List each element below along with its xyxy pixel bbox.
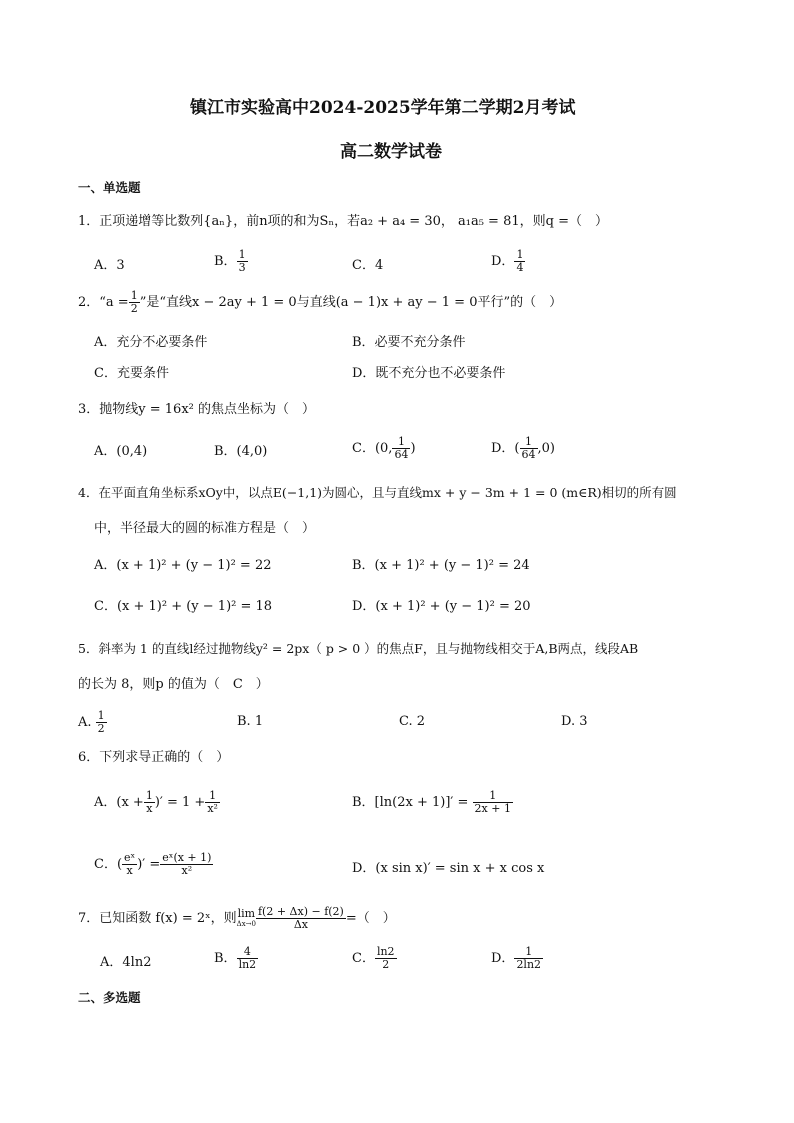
q7-option-d-label: D． (491, 951, 515, 966)
q6-option-c-prefix: C．( (94, 857, 123, 872)
fraction-numerator: eˣ(x + 1) (162, 851, 212, 864)
fraction-numerator: 1 (97, 709, 105, 722)
q7-option-c-label: C． (352, 951, 375, 966)
q6-option-a-fraction-2 (205, 790, 220, 815)
fraction-denominator: x (146, 802, 153, 815)
q7-option-b-label: B． (214, 951, 237, 966)
q6-option-b-prefix: B．[ln(2x + 1)]′ = (352, 795, 469, 810)
q1-option-d-fraction (514, 249, 525, 274)
q6-option-c (94, 852, 213, 877)
fraction-numerator: 1 (205, 790, 220, 803)
question-4-stem-line1: 4．在平面直角坐标系xOy中，以点E(−1,1)为圆心，且与直线mx + y − 3m + 1 = 0 (m∈R)相切的所有圆 (78, 485, 677, 500)
q3-option-c-prefix: C．(0, (352, 441, 393, 456)
q7-option-d-fraction (514, 946, 543, 971)
q3-option-d-suffix: ,0) (537, 441, 555, 456)
q2-stem-suffix: ”是“直线x − 2ay + 1 = 0与直线(a − 1)x + ay − 1 = 0平行”的（ ） (139, 295, 563, 310)
q1-option-b-fraction (237, 249, 248, 274)
q2-option-d: D．既不充分也不必要条件 (352, 366, 506, 381)
q4-option-b: B．(x + 1)² + (y − 1)² = 24 (352, 558, 530, 573)
q3-option-b: B．(4,0) (214, 444, 268, 459)
q7-limit (237, 908, 256, 930)
q3-option-d-fraction (520, 436, 538, 461)
q6-option-b (352, 790, 513, 815)
question-1-stem: 1．正项递增等比数列{aₙ}，前n项的和为Sₙ，若a₂ + a₄ = 30， a₁a₅ = 81，则q =（ ） (78, 214, 608, 229)
q2-option-b: B．必要不充分条件 (352, 335, 466, 350)
q7-option-d (491, 946, 543, 971)
q3-option-d (491, 436, 555, 461)
q2-stem-fraction (129, 290, 140, 315)
q4-option-d: D．(x + 1)² + (y − 1)² = 20 (352, 599, 531, 614)
q7-option-a: A．4ln2 (100, 955, 152, 970)
fraction-denominator: 2 (382, 958, 390, 971)
q4-option-a: A．(x + 1)² + (y − 1)² = 22 (94, 558, 272, 573)
q6-option-c-fraction-2 (160, 852, 213, 877)
q6-option-c-fraction-1 (122, 852, 137, 877)
q3-option-c-fraction (392, 436, 410, 461)
question-2-stem (78, 290, 562, 315)
q7-stem-suffix: =（ ） (345, 911, 396, 926)
fraction-denominator: 2ln2 (516, 958, 542, 971)
fraction-numerator: 1 (473, 790, 513, 803)
q5-option-a-label: A. (78, 715, 92, 730)
section-multiple-choice: 二、多选题 (78, 990, 141, 1005)
fraction-denominator: 2x + 1 (474, 802, 511, 815)
fraction-numerator: 4 (237, 946, 259, 959)
exam-title: 镇江市实验高中2024-2025学年第二学期2月考试 (190, 98, 576, 118)
q6-option-a (94, 790, 220, 815)
fraction-numerator: 1 (130, 289, 138, 302)
q3-option-d-prefix: D．( (491, 441, 520, 456)
q1-option-b (214, 249, 248, 274)
fraction-numerator: 1 (520, 436, 538, 449)
q7-stem-prefix: 7．已知函数 f(x) = 2ˣ，则 (78, 911, 237, 926)
q1-option-d (491, 249, 525, 274)
fraction-numerator: eˣ (124, 851, 136, 864)
fraction-denominator: x (126, 864, 133, 877)
fraction-numerator: ln2 (376, 945, 395, 958)
question-6-stem: 6．下列求导正确的（ ） (78, 750, 230, 765)
q1-option-a: A．3 (94, 258, 125, 273)
fraction-numerator: f(2 + Δx) − f(2) (257, 905, 344, 918)
q5-option-c: C. 2 (399, 714, 426, 729)
q7-option-b (214, 946, 258, 971)
q6-option-b-fraction (473, 790, 513, 815)
q1-option-b-label: B． (214, 254, 237, 269)
q1-option-d-label: D． (491, 254, 515, 269)
q7-option-b-fraction (237, 946, 259, 971)
exam-subtitle: 高二数学试卷 (340, 142, 442, 162)
question-7-stem (78, 906, 396, 931)
fraction-numerator: 1 (238, 248, 246, 261)
question-5-stem-line2: 的长为 8，则p 的值为（ C ） (78, 677, 269, 692)
fraction-denominator: Δx (293, 918, 308, 931)
q5-option-a (78, 710, 107, 735)
question-4-stem-line2: 中，半径最大的圆的标准方程是（ ） (94, 521, 316, 536)
fraction-denominator: 4 (516, 261, 524, 274)
fraction-denominator: ln2 (238, 958, 257, 971)
fraction-denominator: 3 (238, 261, 246, 274)
question-3-stem: 3．抛物线y = 16x² 的焦点坐标为（ ） (78, 402, 315, 417)
q5-option-d: D. 3 (561, 714, 588, 729)
q2-option-c: C．充要条件 (94, 366, 169, 381)
fraction-denominator: x² (181, 864, 193, 877)
q6-option-a-fraction-1 (144, 790, 155, 815)
q3-option-c (352, 436, 416, 461)
fraction-denominator: 2 (97, 722, 105, 735)
q7-option-c-fraction (375, 946, 397, 971)
q5-option-a-fraction (96, 710, 107, 735)
q6-option-c-mid: )′ = (137, 857, 161, 872)
q6-option-d: D．(x sin x)′ = sin x + x cos x (352, 861, 545, 876)
fraction-numerator: 1 (514, 946, 543, 959)
q3-option-a: A．(0,4) (94, 444, 148, 459)
q4-option-c: C．(x + 1)² + (y − 1)² = 18 (94, 599, 273, 614)
fraction-denominator: x² (207, 802, 218, 815)
q3-option-c-suffix: ) (410, 441, 416, 456)
question-5-stem-line1: 5．斜率为 1 的直线l经过抛物线y² = 2px（ p > 0 ）的焦点F，且与抛物线相交于A,B两点，线段AB (78, 641, 639, 656)
fraction-numerator: 1 (145, 789, 153, 802)
fraction-denominator: 2 (130, 302, 138, 315)
fraction-denominator: 64 (521, 448, 536, 461)
fraction-denominator: 64 (394, 448, 409, 461)
q5-option-b: B. 1 (237, 714, 264, 729)
fraction-numerator: 1 (516, 248, 524, 261)
q7-stem-fraction (256, 906, 346, 931)
q2-stem-prefix: 2．“a = (78, 295, 129, 310)
q1-option-c: C．4 (352, 258, 384, 273)
fraction-numerator: 1 (392, 436, 410, 449)
section-single-choice: 一、单选题 (78, 180, 141, 195)
q7-option-c (352, 946, 397, 971)
limit-operator: lim (237, 906, 256, 920)
q6-option-a-prefix: A．(x + (94, 795, 144, 810)
limit-subscript: Δx→0 (236, 919, 256, 928)
q6-option-a-mid: )′ = 1 + (154, 795, 206, 810)
q2-option-a: A．充分不必要条件 (94, 335, 208, 350)
